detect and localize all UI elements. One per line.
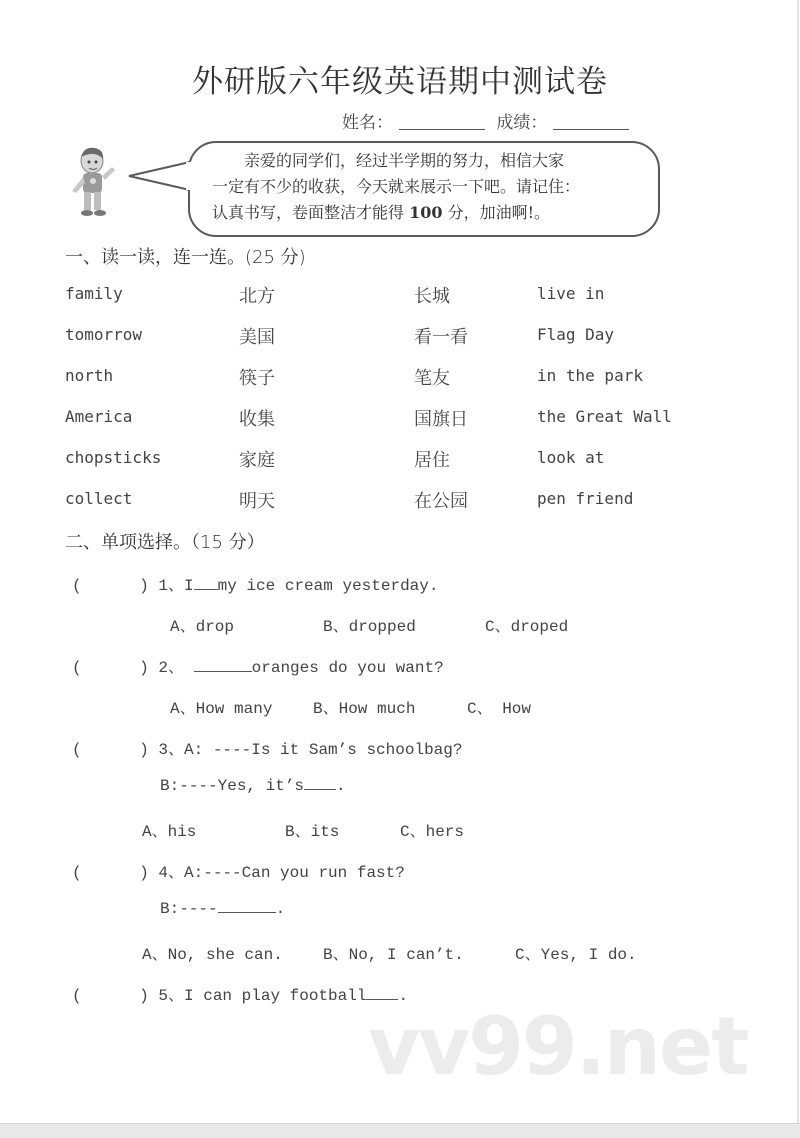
question-3-line-b: B:----Yes, it’s .: [160, 777, 346, 795]
bubble-line-1: 亲爱的同学们，经过半学期的努力，相信大家: [244, 151, 565, 170]
match-phrase[interactable]: Flag Day: [537, 325, 615, 344]
answer-blank: [304, 777, 336, 790]
answer-blank: [366, 987, 398, 1000]
answer-blank: [194, 577, 218, 590]
option[interactable]: A、his: [142, 823, 197, 841]
bubble-line-3: 认真书写，卷面整洁才能得 100 分，加油啊!。: [212, 203, 551, 222]
option[interactable]: C、hers: [400, 823, 465, 841]
match-phrase[interactable]: live in: [537, 284, 605, 303]
boy-illustration-icon: [62, 143, 132, 223]
match-word[interactable]: north: [65, 366, 114, 385]
match-word[interactable]: America: [65, 407, 133, 426]
option[interactable]: B、How much: [313, 700, 416, 718]
option[interactable]: C、 How: [467, 700, 532, 718]
section-1-heading: 一、读一读，连一连。(25 分): [65, 247, 306, 268]
question-3: ( ) 3、A: ----Is it Sam’s schoolbag?: [72, 741, 463, 759]
watermark: vv99.net: [368, 1000, 748, 1093]
option[interactable]: A、How many: [170, 700, 273, 718]
question-4: ( ) 4、A:----Can you run fast?: [72, 864, 405, 882]
match-meaning[interactable]: 长城: [414, 286, 450, 307]
match-meaning[interactable]: 居住: [414, 450, 450, 471]
question-4-line-b: B:---- .: [160, 900, 286, 918]
name-blank[interactable]: [399, 129, 485, 130]
answer-blank: [218, 900, 276, 913]
match-meaning[interactable]: 北方: [239, 286, 275, 307]
answer-bracket[interactable]: ( ): [72, 987, 149, 1005]
match-meaning[interactable]: 家庭: [239, 450, 275, 471]
match-meaning[interactable]: 国旗日: [414, 409, 468, 430]
match-meaning[interactable]: 筷子: [239, 368, 275, 389]
bubble-message: [212, 148, 652, 226]
match-phrase[interactable]: look at: [537, 448, 605, 467]
question-5: ( ) 5、I can play football .: [72, 987, 409, 1005]
bubble-line-2: 一定有不少的收获，今天就来展示一下吧。请记住：: [212, 177, 581, 196]
match-meaning[interactable]: 收集: [239, 409, 275, 430]
match-word[interactable]: chopsticks: [65, 448, 162, 467]
answer-blank: [194, 659, 252, 672]
question-1: ( ) 1、I my ice cream yesterday.: [72, 577, 439, 595]
match-phrase[interactable]: in the park: [537, 366, 643, 385]
page-bottom-edge: [0, 1123, 800, 1138]
option[interactable]: C、droped: [485, 618, 569, 636]
answer-bracket[interactable]: ( ): [72, 864, 149, 882]
question-2: ( ) 2、 oranges do you want?: [72, 659, 444, 677]
match-meaning[interactable]: 看一看: [414, 327, 468, 348]
option[interactable]: A、No, she can.: [142, 946, 283, 964]
answer-bracket[interactable]: ( ): [72, 577, 149, 595]
match-meaning[interactable]: 在公园: [414, 491, 468, 512]
exam-title: 外研版六年级英语期中测试卷: [192, 64, 608, 100]
match-phrase[interactable]: the Great Wall: [537, 407, 672, 426]
option[interactable]: A、drop: [170, 618, 235, 636]
match-meaning[interactable]: 明天: [239, 491, 275, 512]
match-meaning[interactable]: 笔友: [414, 368, 450, 389]
match-word[interactable]: family: [65, 284, 123, 303]
option[interactable]: B、its: [285, 823, 340, 841]
answer-bracket[interactable]: ( ): [72, 659, 149, 677]
match-phrase[interactable]: pen friend: [537, 489, 634, 508]
match-word[interactable]: collect: [65, 489, 133, 508]
match-meaning[interactable]: 美国: [239, 327, 275, 348]
score-blank[interactable]: [553, 129, 629, 130]
option[interactable]: B、dropped: [323, 618, 416, 636]
option[interactable]: C、Yes, I do.: [515, 946, 637, 964]
name-score-row: [342, 108, 635, 133]
section-2-heading: 二、单项选择。（15 分）: [65, 532, 265, 553]
answer-bracket[interactable]: ( ): [72, 741, 149, 759]
name-label: 姓名：: [342, 113, 393, 133]
option[interactable]: B、No, I can’t.: [323, 946, 464, 964]
match-word[interactable]: tomorrow: [65, 325, 143, 344]
score-label: 成绩：: [496, 113, 548, 133]
